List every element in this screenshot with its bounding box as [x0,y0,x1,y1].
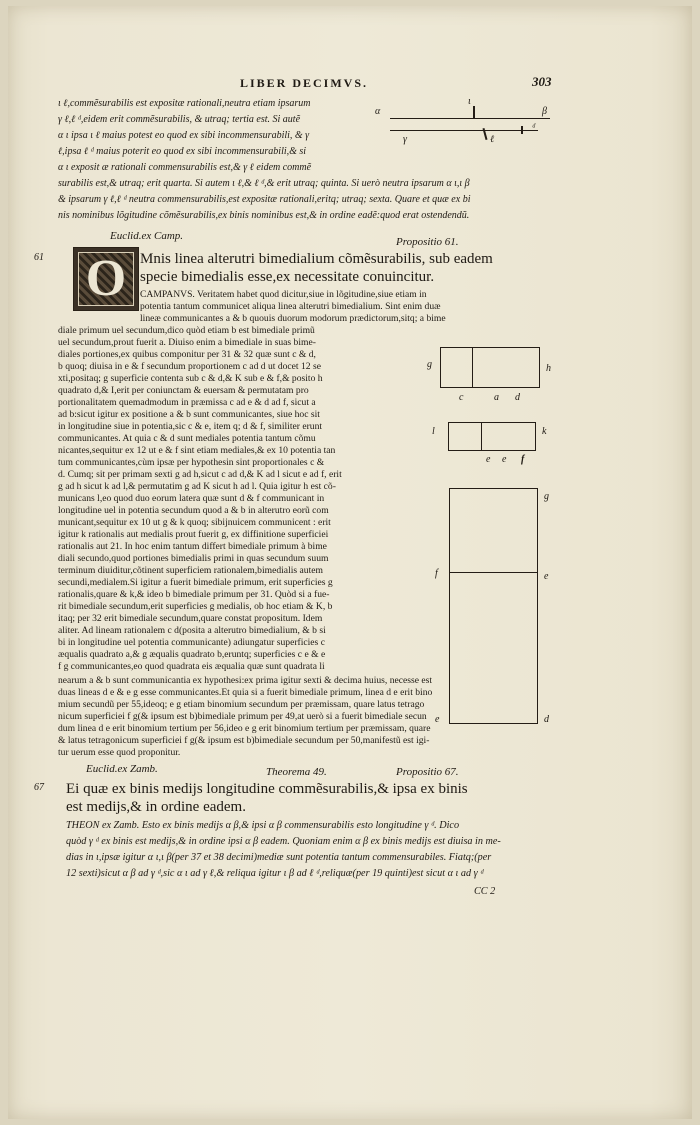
campanus-line-27: rit bimediale secundum,erit superficies g medialis, ob hoc etiam & K, b [58,601,333,612]
drop-cap-letter: O [85,250,127,307]
campanus-line-33: nearum a & b sunt communicantia ex hypothesi:ex prima igitur sexti & decima huius, necesse est [58,675,433,686]
prop67-margin-number: 67 [34,782,44,793]
prop61-title-line-1: Mnis linea alterutri bimedialium cõmẽsurabilis, sub eadem [140,251,493,267]
top-figure-tick [473,106,475,118]
campanus-line-36: nicum superficiei f g(& ipsum est b)bimediale primum per 49,at uerò si a fuerit bimediale secun [58,711,427,722]
prop67-title-line-1: Ei quæ ex binis medijs longitudine commẽsurabilis,& ipsa ex binis [66,781,468,797]
campanus-line-10: portionalitatem quemadmodum in præmissa c ad e & d ad f, sicut a [58,397,316,408]
campanus-line-24: terminum diuiditur,cõtinent superficiem rationalem,bimedialis autem [58,565,323,576]
prop61-title-line-2: specie bimedialis esse,ex necessitate conuincitur. [140,269,435,285]
campanus-line-9: quadrato d,& I,erit per coniunctam & euersam & permutatam pro [58,385,309,396]
label-l: l [432,426,435,437]
top-line-8: nis nominibus lõgitudine cõmẽsurabilis,ex binis nominibus est,& in ordine eadẽ:quod erat ostendendũ. [58,210,470,221]
label-c: c [459,392,464,403]
prop61-margin-number: 61 [34,252,44,263]
campanus-line-1: CAMPANVS. Veritatem habet quod dicitur,siue in lõgitudine,siue etiam in [140,289,427,300]
campanus-line-11: ad b:sicut igitur ex positione a & b sunt communicantes, siue hoc sit [58,409,320,420]
top-fig-label-f: ᵈ [532,122,536,133]
top-figure-tick-lower-2 [521,126,523,134]
prop61-left-heading: Euclid.ex Camp. [110,230,184,242]
top-figure-line-lower [390,130,538,131]
label-d: d [515,392,520,403]
top-line-6: surabilis est,& utraq; erit quarta. Si autem ι ℓ,& ℓ ᵈ,& erit utraq; quinta. Si uerò neutra ipsarum α ι,ι β [58,178,470,189]
top-line-7: & ipsarum γ ℓ,ℓ ᵈ neutra commensurabilis,est expositæ rationali,eritq; utraq; sexta. Quare et quæ ex bi [58,194,471,205]
campanus-line-5: uel secundum,prout fuerit a. Diuiso enim a bimediale in suas bime- [58,337,316,348]
prop67-title-line-2: est medijs,& in ordine eadem. [66,799,246,815]
campanus-line-38: & latus tetragonicum superficiei f g(& ipsum est b)bimediale secundum per 50,manifestũ est igi- [58,735,430,746]
campanus-line-30: bi in longitudine uel potentia communicante) adiungatur superficies c [58,637,325,648]
top-fig-label-e: ℓ [490,134,495,145]
prop67-right-heading: Propositio 67. [396,766,459,778]
campanus-line-8: xti,positaq; g superficie contenta sub c & d,& K sub e & f,& posito h [58,373,323,384]
top-fig-label-d: γ [403,134,407,145]
big-label-e2: e [435,714,440,725]
top-figure-line-upper [390,118,550,119]
campanus-line-39: tur uerum esse quod proponitur. [58,747,181,758]
campanus-line-7: b quoq; diuisa in e & f secundum proportionem c ad d ut docet 12 se [58,361,321,372]
campanus-line-16: d. Cumq; sit per primam sexti g ad h,sicut c ad d,& K ad l sicut e ad f, erit [58,469,342,480]
top-line-5: α ι exposit æ rationali commensurabilis est,& γ ℓ eidem commẽ [58,162,312,173]
campanus-line-14: nicantes,sequitur ex 12 ut e & f sint etiam mediales,& ex 10 potentia tan [58,445,336,456]
prop67-mid-heading: Theorema 49. [266,766,327,778]
campanus-line-18: municans l,eo quod duo eorum latera quæ sunt d & f communicant in [58,493,325,504]
top-fig-label-b: ι [468,96,471,107]
top-line-3: α ι ipsa ι ℓ maius potest eo quod ex sibi incommensurabili, & γ [58,130,310,141]
campanus-line-12: in longitudine siue in potentia,sic c & e, item q; d & f, similiter erunt [58,421,323,432]
label-h: h [546,363,551,374]
label-g: g [427,359,432,370]
label-e2: e [502,454,507,465]
theon-line-1: THEON ex Zamb. Esto ex binis medijs α β,& ipsi α β commensurabilis esto longitudine γ ᵈ. Dico [66,820,460,831]
campanus-line-20: municant,sequitur ex 10 ut g & k quoq; sibijnuicem communicent : erit [58,517,331,528]
campanus-line-6: diales portiones,ex quibus componitur per 31 & 32 quæ sunt c & d, [58,349,316,360]
campanus-line-37: dum linea d e erit binomium tertium per 56,ideo e g erit binomium tertium per præmissam, quare [58,723,431,734]
drop-cap [73,247,139,311]
theon-line-3: dias in ι,ipsæ igitur α ι,ι β(per 37 et 38 decimi)mediæ sunt potentia tantum commensurabiles. Fiatq;(per [66,852,492,863]
top-line-2: γ ℓ,ℓ ᵈ,eidem erit commẽsurabilis, & utraq; tertia est. Si autẽ [58,114,301,125]
label-e: e [486,454,491,465]
top-fig-label-c: β [542,106,547,117]
folio-number: 303 [532,74,552,89]
prop67-left-heading: Euclid.ex Zamb. [86,763,158,775]
big-label-e: e [544,571,549,582]
campanus-line-21: igitur k rationalis aut medialis prout fuerit g, ex diffinitione superficiei [58,529,329,540]
big-label-g: g [544,491,549,502]
label-a: a [494,392,499,403]
label-k: k [542,426,547,437]
campanus-line-32: f g communicantes,eo quod quadrata eis æqualia quæ sunt quadrata li [58,661,325,672]
campanus-line-34: duas lineas d e & e g esse communicantes.Et quia si a fuerit bimediale primum, linea d e erit bino [58,687,433,698]
campanus-line-31: æqualis quadrato a,& g æqualis quadrato b,eruntq; superficies c e & e [58,649,326,660]
theon-line-4: 12 sexti)sicut α β ad γ ᵈ,sic α ι ad γ ℓ,& reliqua igitur ι β ad ℓ ᵈ,reliquæ(per 19 quinti)est sicut α ι ad γ ᵈ [66,868,484,879]
campanus-line-29: aliter. Ad lineam rationalem c d(posita a alterutro bimedialium, & b si [58,625,326,636]
campanus-line-15: tum communicantes,cùm ipsæ per hypothesin sint proportionales c & [58,457,325,468]
campanus-line-35: mium secundũ per 55,ideoq; e g etiam binomium secundum per præmissam, quare latus tetrago [58,699,425,710]
top-line-4: ℓ,ipsa ℓ ᵈ maius poterit eo quod ex sibi incommensurabili,& si [58,146,307,157]
campanus-line-4: diale primum uel secundum,dico quòd etiam b est bimediale primũ [58,325,315,336]
campanus-line-19: longitudine uel in potentia secundum quod a & b in alterutro eorũ com [58,505,329,516]
big-label-f: f [435,568,438,579]
prop61-right-heading: Propositio 61. [396,236,459,248]
campanus-line-23: diali secundo,quod portiones bimedialis primi in quas secundum suum [58,553,329,564]
campanus-line-25: secundi,medialem.Si igitur a fuerit bimediale primum, erit superficies g [58,577,333,588]
signature-mark: ϹϹ 2 [474,886,496,897]
campanus-line-3: lineæ communicantes a & b quouis duorum modorum prædictorum,sitq; a bime [140,313,446,324]
campanus-line-2: potentia tantum communicet aliqua linea alterutri bimedialium. Sint enim duæ [140,301,441,312]
top-line-1: ι ℓ,commẽsurabilis est expositæ rationali,neutra etiam ipsarum [58,98,311,109]
book-page [8,6,692,1119]
campanus-line-17: g ad h sicut k ad l,& permutatim g ad K sicut h ad l. Quia igitur h est cõ- [58,481,336,492]
top-fig-label-a: α [375,106,381,117]
campanus-line-13: communicantes. At quia c & d sunt mediales potentia tantum cõmu [58,433,316,444]
running-title: LIBER DECIMVS. [240,76,369,90]
big-label-d: d [544,714,549,725]
theon-line-2: quòd γ ᵈ ex binis est medijs,& in ordine ipsi α β eadem. Quoniam enim α β ex binis medijs est diuisa in me- [66,836,501,847]
campanus-line-22: rationalis aut 21. In hoc enim tantum differt bimediale primum à bime [58,541,327,552]
label-f: f [521,454,525,465]
campanus-line-26: rationalis,quare & k,& ideo b bimediale primum per 31. Quòd si a fue- [58,589,330,600]
campanus-line-28: itaq; per 32 erit bimediale secundum,quare constat propositum. Idem [58,613,323,624]
